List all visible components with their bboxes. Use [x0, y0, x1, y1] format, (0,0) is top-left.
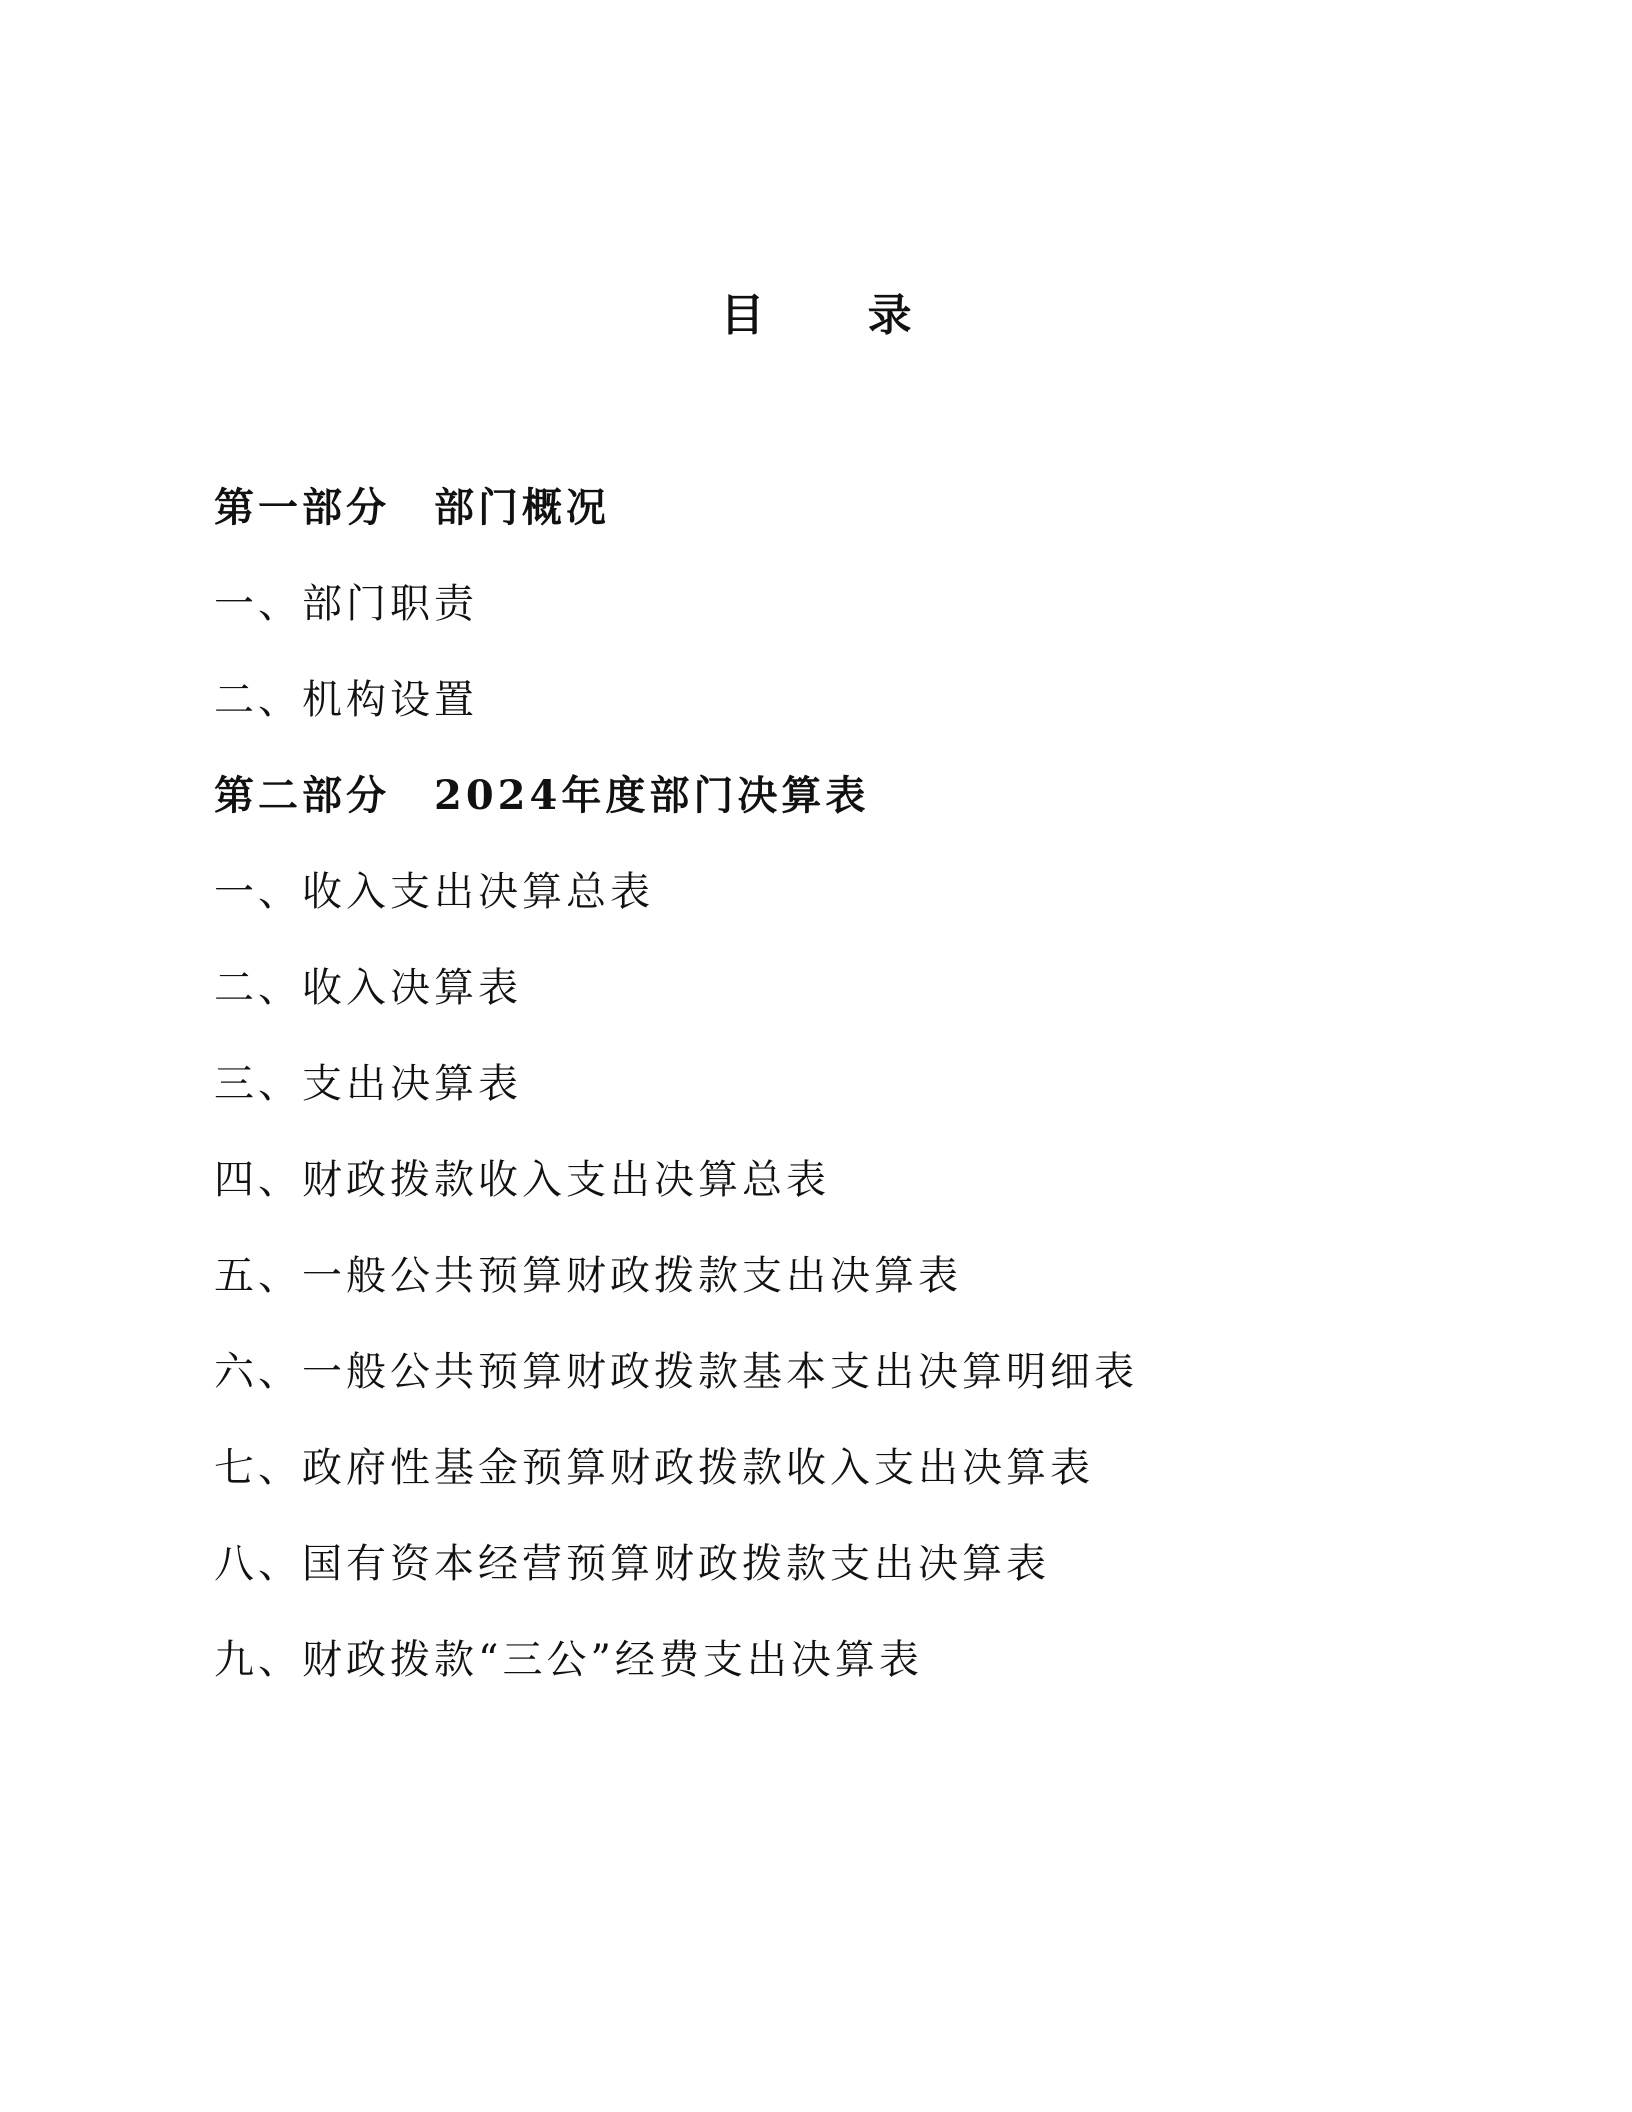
toc-item-5: 五、一般公共预算财政拨款支出决算表	[214, 1253, 962, 1299]
toc-item-dept-duties: 一、部门职责	[214, 581, 478, 627]
toc-item-org-setup: 二、机构设置	[214, 677, 478, 723]
toc-item-3: 三、支出决算表	[214, 1061, 522, 1107]
part-title: 部门概况	[434, 484, 610, 531]
part-title: 2024年度部门决算表	[434, 772, 870, 819]
toc-list	[214, 478, 1514, 1726]
toc-title: 目 录	[720, 290, 956, 341]
toc-item-8: 八、国有资本经营预算财政拨款支出决算表	[214, 1541, 1050, 1587]
toc-item-9: 九、财政拨款“三公”经费支出决算表	[214, 1637, 923, 1683]
part-label: 第一部分	[214, 484, 390, 531]
toc-item-1: 一、收入支出决算总表	[214, 869, 654, 915]
toc-item-7: 七、政府性基金预算财政拨款收入支出决算表	[214, 1445, 1094, 1491]
part-label: 第二部分	[214, 772, 390, 819]
toc-part-2	[214, 766, 1514, 862]
toc-part-1	[214, 478, 1514, 574]
toc-item-2: 二、收入决算表	[214, 965, 522, 1011]
toc-item-4: 四、财政拨款收入支出决算总表	[214, 1157, 830, 1203]
toc-item-6: 六、一般公共预算财政拨款基本支出决算明细表	[214, 1349, 1138, 1395]
